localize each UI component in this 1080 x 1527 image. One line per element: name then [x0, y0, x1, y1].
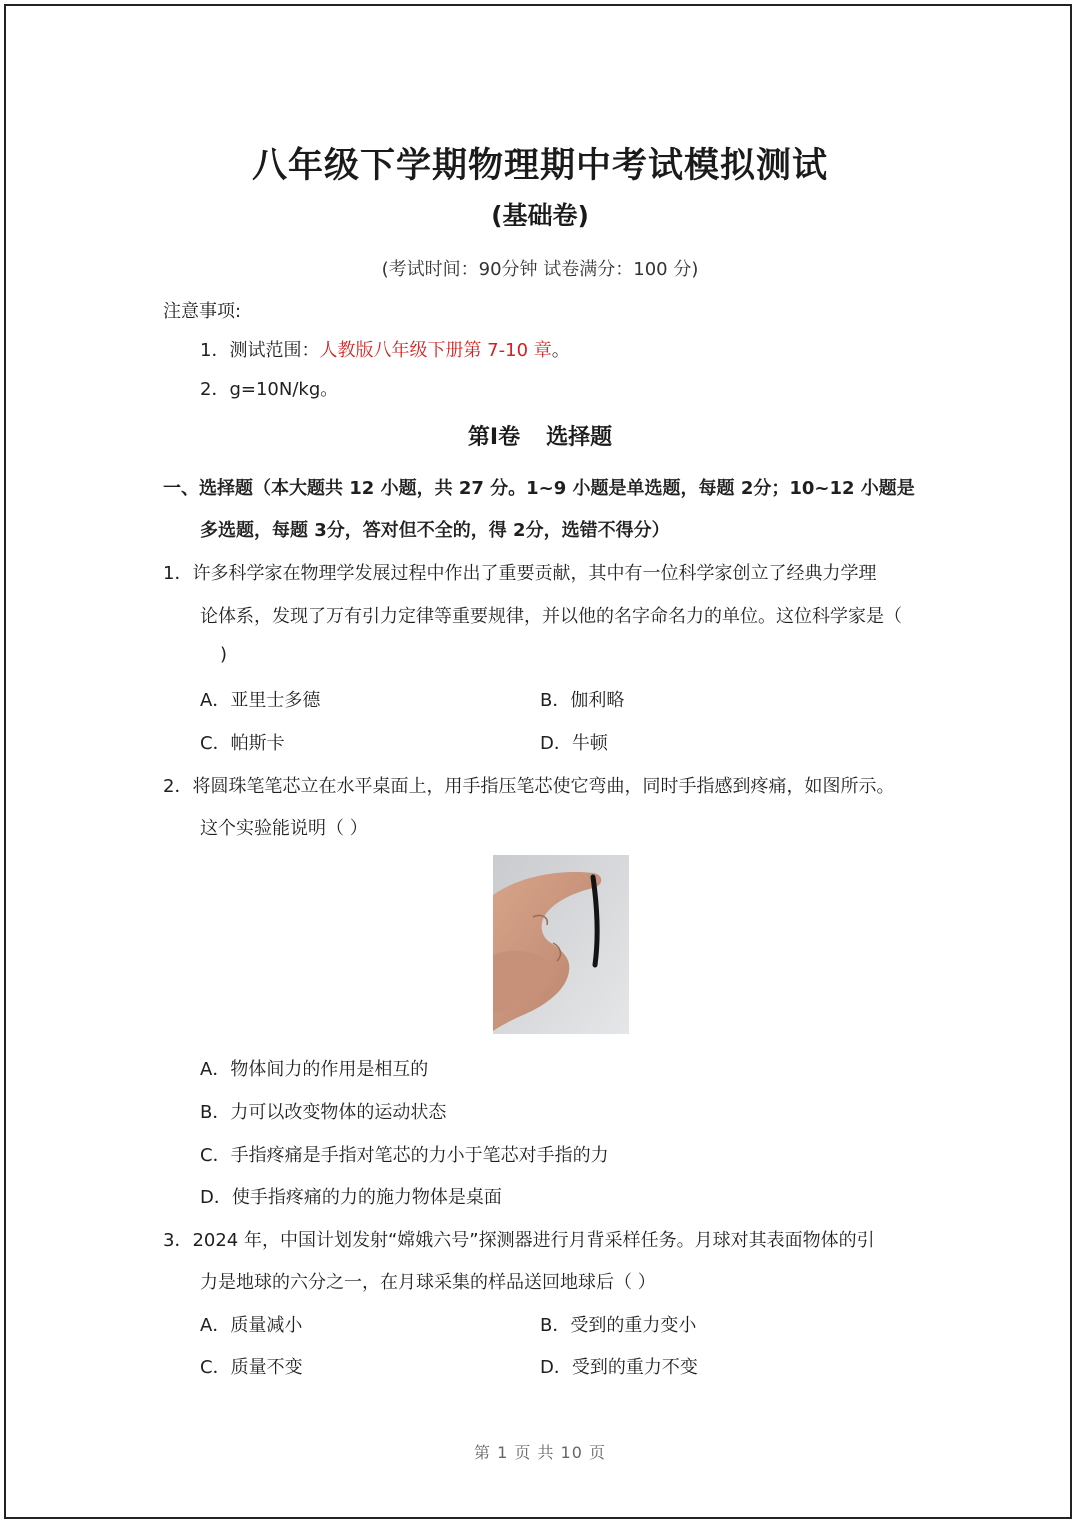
note-item-1 [200, 336, 570, 362]
question-3-option-a: A．质量减小 [200, 1315, 303, 1336]
question-1-option-c: C．帕斯卡 [200, 733, 285, 754]
question-1-line-2: 论体系，发现了万有引力定律等重要规律，并以他的名字命名力的单位。这位科学家是（ [200, 606, 902, 627]
question-2-line-2: 这个实验能说明（ ） [200, 818, 368, 839]
exam-time-score: (考试时间：90分钟 试卷满分：100 分) [381, 259, 699, 280]
instructions-line-1: 一、选择题（本大题共 12 小题，共 27 分。1~9 小题是单选题，每题 2分；10~12 小题是 [163, 478, 915, 499]
question-2-option-a: A．物体间力的作用是相互的 [200, 1059, 429, 1080]
note-item-2: 2．g=10N/kg。 [200, 379, 339, 400]
question-3-option-c: C．质量不变 [200, 1357, 303, 1378]
question-2-option-b: B．力可以改变物体的运动状态 [200, 1102, 447, 1123]
question-3-line-2: 力是地球的六分之一，在月球采集的样品送回地球后（ ） [200, 1272, 656, 1293]
section-name: 选择题 [546, 425, 613, 450]
question-3-line-1: 3．2024 年，中国计划发射“嫦娥六号”探测器进行月背采样任务。月球对其表面物体的引 [163, 1230, 875, 1251]
question-1-line-3: ) [220, 644, 228, 665]
question-3-option-d: D．受到的重力不变 [540, 1357, 698, 1378]
section-part: 第Ⅰ卷 [467, 425, 521, 450]
note-item-1-suffix: 。 [551, 340, 570, 361]
question-2-line-1: 2．将圆珠笔笔芯立在水平桌面上，用手指压笔芯使它弯曲，同时手指感到疼痛，如图所示。 [163, 776, 895, 797]
instructions-line-2: 多选题，每题 3分，答对但不全的，得 2分，选错不得分） [200, 520, 670, 541]
notes-heading: 注意事项: [163, 301, 242, 322]
exam-title: 八年级下学期物理期中考试模拟测试 [251, 146, 828, 186]
page-number: 第 1 页 共 10 页 [474, 1443, 606, 1462]
question-2-option-c: C．手指疼痛是手指对笔芯的力小于笔芯对手指的力 [200, 1145, 609, 1166]
section-title [0, 420, 1080, 451]
question-1-option-a: A．亚里士多德 [200, 690, 321, 711]
question-1-option-d: D．牛顿 [540, 733, 608, 754]
test-scope: 人教版八年级下册第 7-10 章 [319, 340, 552, 361]
question-2-option-d: D．使手指疼痛的力的施力物体是桌面 [200, 1187, 502, 1208]
question-1-option-b: B．伽利略 [540, 690, 625, 711]
finger-pen-refill-photo [493, 855, 629, 1034]
question-3-option-b: B．受到的重力变小 [540, 1315, 697, 1336]
exam-subtitle: (基础卷) [491, 201, 589, 230]
question-1-line-1: 1．许多科学家在物理学发展过程中作出了重要贡献，其中有一位科学家创立了经典力学理 [163, 563, 877, 584]
note-item-1-prefix: 1．测试范围： [200, 340, 320, 361]
